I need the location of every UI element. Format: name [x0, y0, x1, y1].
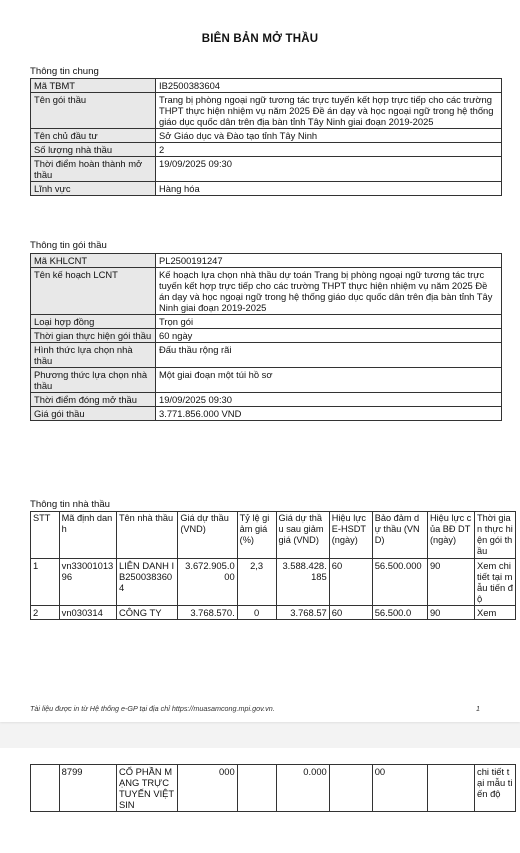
- table-row: [31, 93, 502, 129]
- column-header: Tên nhà thầu: [116, 512, 177, 559]
- row-value: Trọn gói: [156, 315, 502, 329]
- cell-price-after: 0.000: [276, 765, 329, 812]
- row-value: Trang bị phòng ngoại ngữ tương tác trực tuyến kết hợp trực tiếp cho các trường THPT thực hiện nhiệm vụ năm 2025 Đề án dạy và học ngoại ngữ trong hệ thống giáo dục quốc dân trên địa bàn tỉnh Tây Ninh giai đoạn 2019-2025: [156, 93, 502, 129]
- bidders-info-label: Thông tin nhà thầu: [30, 499, 111, 510]
- row-label: Mã KHLCNT: [31, 254, 156, 268]
- row-label: Hình thức lựa chọn nhà thầu: [31, 343, 156, 368]
- cell-id: vn030314: [59, 606, 116, 620]
- cell-guarantee: 56.500.000: [372, 559, 427, 606]
- package-info-label: Thông tin gói thầu: [30, 240, 107, 251]
- row-label: Số lượng nhà thầu: [31, 143, 156, 157]
- row-label: Loại hợp đồng: [31, 315, 156, 329]
- table-row: [31, 329, 502, 343]
- column-header: Thời gian thực hiện gói thầu: [475, 512, 516, 559]
- cell-duration-link[interactable]: Xem chi tiết tại mẫu tiến độ: [475, 559, 516, 606]
- cell-validity: 60: [329, 559, 372, 606]
- table-row: [31, 407, 502, 421]
- cell-name: CỔ PHẦN MẠNG TRỰC TUYẾN VIỆT SIN: [116, 765, 177, 812]
- general-info-table: [30, 78, 502, 196]
- row-value: Kế hoạch lựa chọn nhà thầu dự toán Trang bị phòng ngoại ngữ tương tác trực tuyến kết hợp trực tiếp cho các trường THPT thực hiện nhiệm vụ năm 2025 Đề án dạy và học ngoại ngữ trong hệ thống giáo dục quốc dân trên địa bàn tỉnh Tây Ninh giai đoạn 2019-2025: [156, 268, 502, 315]
- row-label: Phương thức lựa chọn nhà thầu: [31, 368, 156, 393]
- row-label: Tên gói thầu: [31, 93, 156, 129]
- row-value: Hàng hóa: [156, 182, 502, 196]
- row-label: Thời điểm đóng mở thầu: [31, 393, 156, 407]
- row-value: 60 ngày: [156, 329, 502, 343]
- cell-name: LIÊN DANH IB2500383604: [116, 559, 177, 606]
- table-row: [31, 393, 502, 407]
- table-row: [31, 79, 502, 93]
- table-row: [31, 182, 502, 196]
- row-value: Sở Giáo dục và Đào tạo tỉnh Tây Ninh: [156, 129, 502, 143]
- row-value: Một giai đoạn một túi hồ sơ: [156, 368, 502, 393]
- document-page-2: [0, 748, 520, 853]
- row-label: Thời gian thực hiện gói thầu: [31, 329, 156, 343]
- column-header: Mã định danh: [59, 512, 116, 559]
- row-value: 19/09/2025 09:30: [156, 393, 502, 407]
- cell-guarantee-validity: 90: [427, 606, 474, 620]
- cell-id: 8799: [59, 765, 116, 812]
- bidders-table-continued: [30, 764, 516, 812]
- document-title: BIÊN BẢN MỞ THẦU: [201, 33, 319, 45]
- column-header: Hiệu lực E-HSDT (ngày): [329, 512, 372, 559]
- cell-discount: 0: [237, 606, 276, 620]
- cell-duration-link[interactable]: chi tiết tại mẫu tiến độ: [475, 765, 516, 812]
- row-value: PL2500191247: [156, 254, 502, 268]
- general-info-label: Thông tin chung: [30, 66, 99, 77]
- footer-source-text: Tài liệu được in từ Hệ thống e-GP tại địa chỉ https://muasamcong.mpi.gov.vn.: [30, 704, 275, 713]
- cell-validity: [329, 765, 372, 812]
- table-row: [31, 157, 502, 182]
- table-row: [31, 254, 502, 268]
- column-header: Giá dự thầu sau giảm giá (VND): [276, 512, 329, 559]
- cell-price: 3.672.905.000: [178, 559, 237, 606]
- row-value: IB2500383604: [156, 79, 502, 93]
- column-header: Tỷ lệ giảm giá (%): [237, 512, 276, 559]
- table-row: [31, 368, 502, 393]
- table-row: [31, 343, 502, 368]
- row-label: Tên kế hoạch LCNT: [31, 268, 156, 315]
- cell-guarantee: 00: [372, 765, 427, 812]
- row-value: 19/09/2025 09:30: [156, 157, 502, 182]
- cell-stt: [31, 765, 60, 812]
- cell-stt: 2: [31, 606, 60, 620]
- cell-price: 3.768.570.: [178, 606, 237, 620]
- row-label: Lĩnh vực: [31, 182, 156, 196]
- column-header: STT: [31, 512, 60, 559]
- cell-price-after: 3.588.428.185: [276, 559, 329, 606]
- cell-price: 000: [178, 765, 237, 812]
- table-row: [31, 129, 502, 143]
- row-value: 2: [156, 143, 502, 157]
- cell-stt: 1: [31, 559, 60, 606]
- cell-guarantee-validity: [427, 765, 474, 812]
- table-row: [31, 268, 502, 315]
- table-row: [31, 315, 502, 329]
- row-label: Tên chủ đầu tư: [31, 129, 156, 143]
- cell-price-after: 3.768.57: [276, 606, 329, 620]
- table-row: [31, 143, 502, 157]
- table-row: [31, 606, 516, 620]
- cell-discount: 2,3: [237, 559, 276, 606]
- table-header-row: [31, 512, 516, 559]
- package-info-table: [30, 253, 502, 421]
- column-header: Hiệu lực của BĐ DT (ngày): [427, 512, 474, 559]
- column-header: Bảo đảm dự thầu (VND): [372, 512, 427, 559]
- row-label: Mã TBMT: [31, 79, 156, 93]
- cell-validity: 60: [329, 606, 372, 620]
- row-value: 3.771.856.000 VND: [156, 407, 502, 421]
- table-row: [31, 559, 516, 606]
- cell-id: vn3300101396: [59, 559, 116, 606]
- cell-discount: [237, 765, 276, 812]
- column-header: Giá dự thầu (VND): [178, 512, 237, 559]
- row-label: Giá gói thầu: [31, 407, 156, 421]
- table-row: [31, 765, 516, 812]
- row-label: Thời điểm hoàn thành mở thầu: [31, 157, 156, 182]
- cell-guarantee: 56.500.0: [372, 606, 427, 620]
- print-footer: [30, 704, 480, 713]
- bidders-table: [30, 511, 516, 620]
- cell-duration-link[interactable]: Xem: [475, 606, 516, 620]
- cell-guarantee-validity: 90: [427, 559, 474, 606]
- page-number: 1: [476, 704, 480, 713]
- row-value: Đấu thầu rộng rãi: [156, 343, 502, 368]
- cell-name: CÔNG TY: [116, 606, 177, 620]
